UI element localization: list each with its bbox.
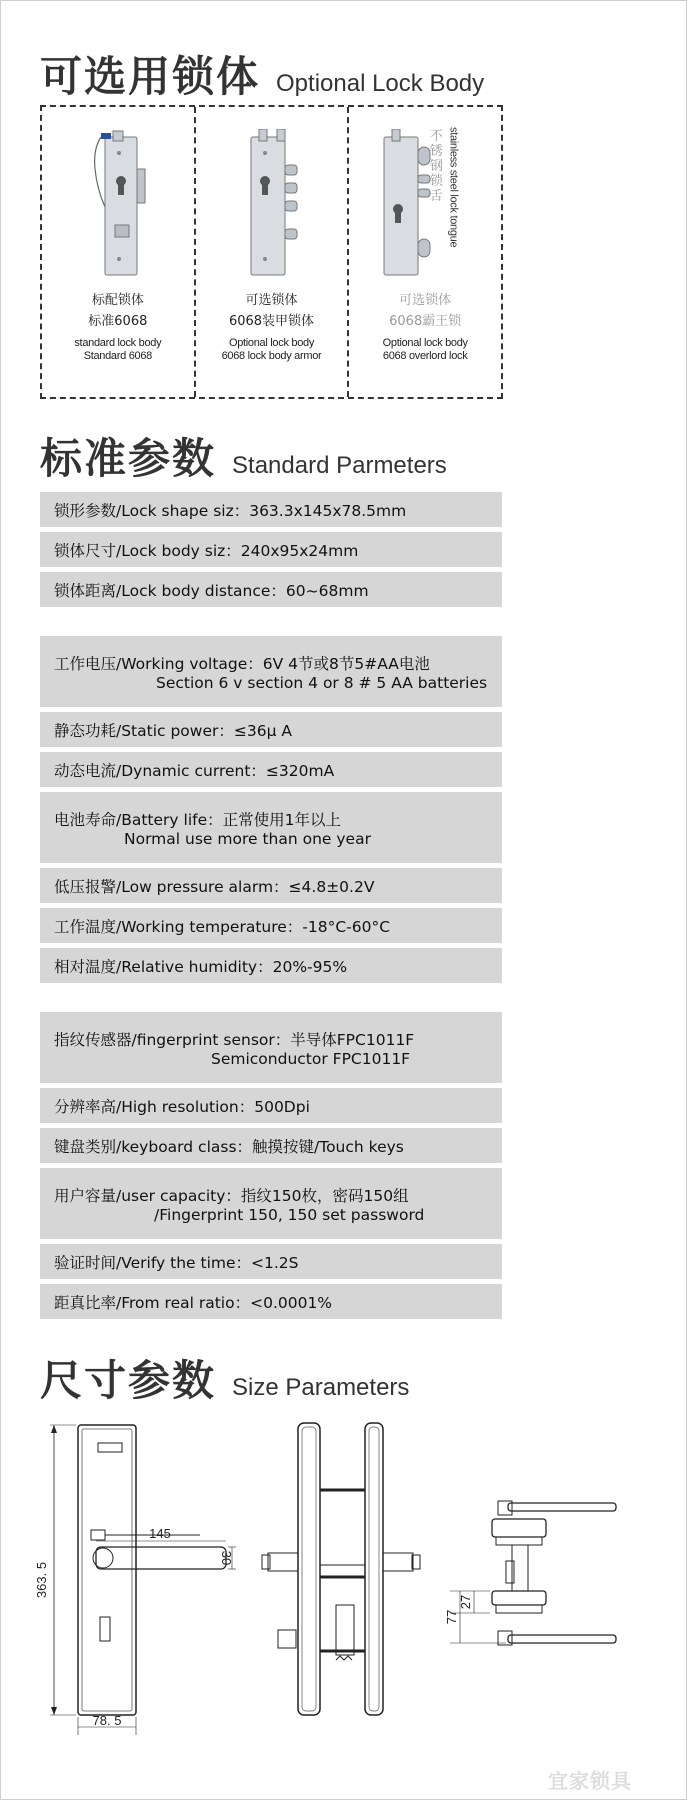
param-lock-shape: 锁形参数/Lock shape siz：363.3x145x78.5mm: [40, 492, 502, 527]
lock2-model-zh: 6068装甲锁体: [228, 314, 315, 329]
front-view-drawing: [34, 1425, 236, 1735]
param-working-voltage: [40, 636, 502, 707]
param-high-resolution: 分辨率高/High resolution：500Dpi: [40, 1088, 502, 1123]
size-title-zh: 尺寸参数: [40, 1356, 217, 1405]
stainless-tongue-en: stainless steel lock tongue: [447, 127, 460, 248]
param-static-power: 静态功耗/Static power：≤36µ A: [40, 712, 502, 747]
params-group-power: [40, 636, 502, 988]
dim-27: 27: [458, 1594, 473, 1610]
param-sensor-line2: Semiconductor FPC1011F: [211, 1049, 411, 1068]
lock1-label-en: standard lock body: [74, 337, 162, 349]
lock1-label-zh: 标配锁体: [91, 293, 144, 308]
lock-options-panel: [40, 105, 503, 399]
lock-title-zh: 可选用锁体: [40, 52, 261, 101]
side-view-drawing: [262, 1423, 420, 1715]
param-capacity-line1: 用户容量/user capacity：指纹150枚，密码150组: [54, 1186, 409, 1205]
lock-section-title: [40, 44, 484, 104]
param-lock-body-size: 锁体尺寸/Lock body siz：240x95x24mm: [40, 532, 502, 567]
lock3-model-zh: 6068霸王锁: [389, 314, 462, 329]
param-fingerprint-sensor: [40, 1012, 502, 1083]
dim-handle: 30: [219, 1550, 234, 1566]
dim-77: 77: [444, 1609, 459, 1625]
param-battery-line1: 电池寿命/Battery life：正常使用1年以上: [54, 810, 341, 829]
param-lock-body-distance: 锁体距离/Lock body distance：60~68mm: [40, 572, 502, 607]
top-view-drawing: [444, 1501, 616, 1645]
dimension-drawings: [0, 1405, 687, 1735]
lock-option-overlord: [349, 107, 501, 397]
lock-option-standard: [42, 107, 196, 397]
lock-option-armor: [196, 107, 350, 397]
param-working-temperature: 工作温度/Working temperature：-18°C-60°C: [40, 908, 502, 943]
param-relative-humidity: 相对温度/Relative humidity：20%-95%: [40, 948, 502, 983]
param-verify-time: 验证时间/Verify the time：<1.2S: [40, 1244, 502, 1279]
lock3-label-zh: 可选锁体: [399, 293, 452, 308]
lock3-model-en: 6068 overlord lock: [382, 350, 468, 362]
param-real-ratio: 距真比率/From real ratio：<0.0001%: [40, 1284, 502, 1319]
param-sensor-line1: 指纹传感器/fingerprint sensor：半导体FPC1011F: [54, 1030, 415, 1049]
lock3-label-en: Optional lock body: [382, 337, 468, 349]
lock2-label-en: Optional lock body: [228, 337, 315, 349]
lock1-model-en: Standard 6068: [83, 350, 152, 362]
param-low-pressure-alarm: 低压报警/Low pressure alarm：≤4.8±0.2V: [40, 868, 502, 903]
param-working-voltage-line1: 工作电压/Working voltage：6V 4节或8节5#AA电池: [54, 654, 430, 673]
params-group-fingerprint: [40, 1012, 502, 1324]
standard-title-en: Standard Parmeters: [232, 452, 447, 479]
standard-lock-body-image: [83, 129, 153, 279]
size-title-en: Size Parameters: [232, 1374, 410, 1401]
size-section-title: [40, 1348, 409, 1408]
param-working-voltage-line2: Section 6 v section 4 or 8 # 5 AA batteries: [156, 673, 488, 692]
param-capacity-line2: /Fingerprint 150, 150 set password: [154, 1205, 425, 1224]
watermark: 宜家锁具: [548, 1769, 632, 1793]
param-dynamic-current: 动态电流/Dynamic current：≤320mA: [40, 752, 502, 787]
param-battery-life: [40, 792, 502, 863]
armor-lock-body-image: [237, 129, 307, 279]
standard-title-zh: 标准参数: [40, 434, 217, 483]
lock-title-en: Optional Lock Body: [276, 70, 485, 97]
standard-section-title: [40, 426, 447, 486]
param-user-capacity: [40, 1168, 502, 1239]
param-keyboard-class: 键盘类别/keyboard class：触摸按键/Touch keys: [40, 1128, 502, 1163]
dim-height: 363. 5: [34, 1561, 49, 1599]
param-battery-line2: Normal use more than one year: [124, 829, 371, 848]
lock2-label-zh: 可选锁体: [245, 293, 298, 308]
lock1-model-zh: 标准6068: [88, 314, 148, 329]
lock2-model-en: 6068 lock body armor: [221, 350, 322, 362]
stainless-tongue-zh: 不锈钢锁舌: [429, 129, 443, 204]
dim-depth: 78. 5: [92, 1713, 122, 1728]
params-group-dimensions: [40, 492, 502, 612]
dim-width: 145: [149, 1526, 171, 1541]
